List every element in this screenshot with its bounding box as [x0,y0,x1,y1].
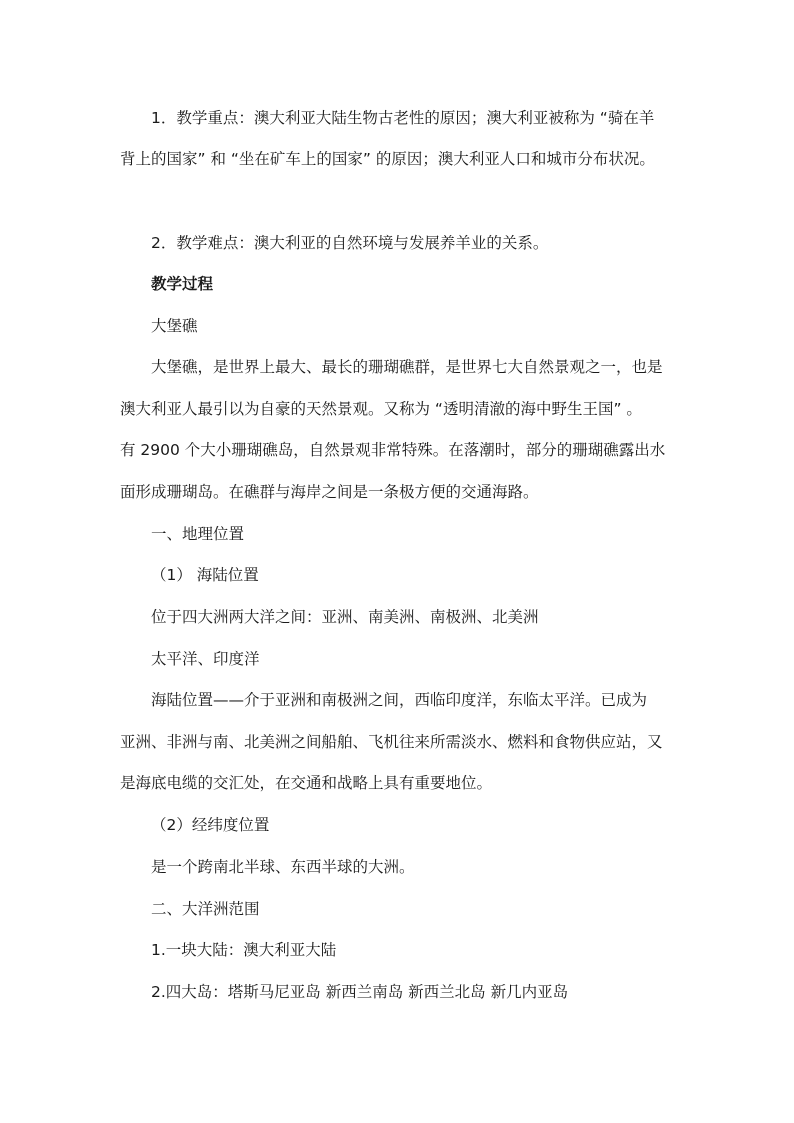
section-heading-oceania-range: 二、大洋洲范围 [151,900,260,918]
key-points-line-2: 背上的国家” 和 “坐在矿车上的国家” 的原因；澳大利亚人口和城市分布状况。 [120,150,655,168]
oceans-line: 太平洋、印度洋 [151,650,260,668]
section-heading-location: 一、地理位置 [151,525,245,543]
subheading-sea-land: （1） 海陆位置 [151,566,259,584]
location-line: 位于四大洲两大洋之间：亚洲、南美洲、南极洲、北美洲 [151,608,539,626]
reef-paragraph-line-3: 有 2900 个大小珊瑚礁岛，自然景观非常特殊。在落潮时，部分的珊瑚礁露出水 [120,441,666,459]
reef-title: 大堡礁 [151,317,198,335]
reef-paragraph-line-4: 面形成珊瑚岛。在礁群与海岸之间是一条极方便的交通海路。 [120,483,539,501]
difficulty-paragraph: 2．教学难点：澳大利亚的自然环境与发展养羊业的关系。 [151,234,549,252]
section-heading-process: 教学过程 [151,275,214,293]
sea-land-paragraph-line-1: 海陆位置——介于亚洲和南极洲之间，西临印度洋，东临太平洋。已成为 [151,691,648,709]
hemisphere-line: 是一个跨南北半球、东西半球的大洲。 [151,858,415,876]
reef-paragraph-line-2: 澳大利亚人最引以为自豪的天然景观。又称为 “透明清澈的海中野生王国” 。 [120,400,642,418]
reef-paragraph-line-1: 大堡礁，是世界上最大、最长的珊瑚礁群，是世界七大自然景观之一，也是 [151,358,663,376]
list-item-continent: 1.一块大陆：澳大利亚大陆 [151,941,337,959]
sea-land-paragraph-line-2: 亚洲、非洲与南、北美洲之间船舶、飞机往来所需淡水、燃料和食物供应站，又 [120,733,663,751]
subheading-lat-long: （2）经纬度位置 [151,816,270,834]
sea-land-paragraph-line-3: 是海底电缆的交汇处，在交通和战略上具有重要地位。 [120,774,493,792]
key-points-line-1: 1．教学重点：澳大利亚大陆生物古老性的原因；澳大利亚被称为 “骑在羊 [151,109,655,127]
list-item-islands: 2.四大岛：塔斯马尼亚岛 新西兰南岛 新西兰北岛 新几内亚岛 [151,983,569,1001]
